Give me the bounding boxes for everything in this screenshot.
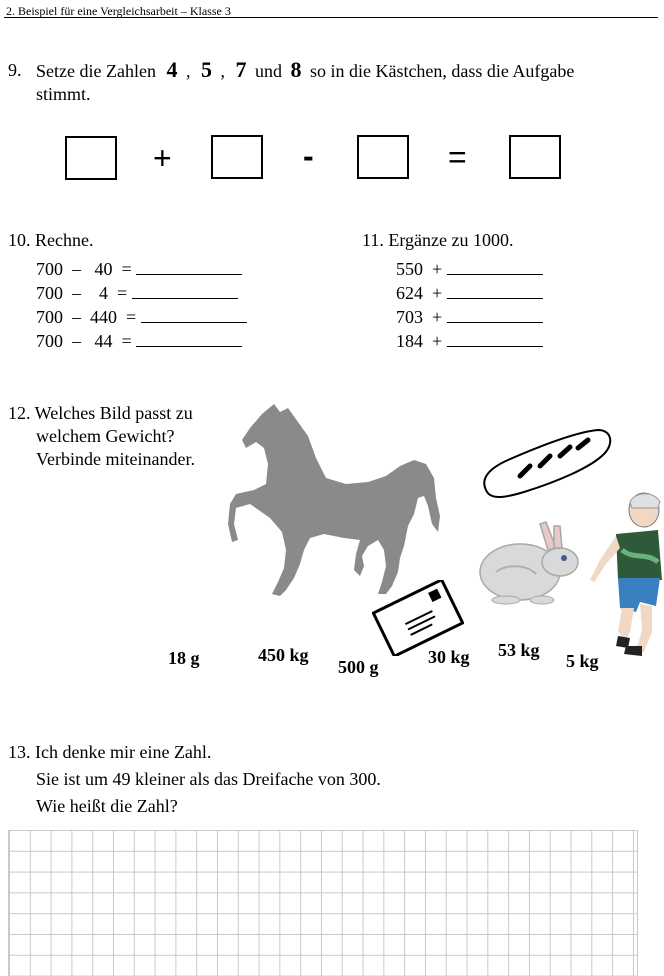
task9-number-4: 4	[166, 57, 178, 82]
task11-row-4-text: 184 +	[396, 331, 443, 351]
weight-450kg[interactable]: 450 kg	[258, 645, 309, 665]
weight-53kg[interactable]: 53 kg	[498, 640, 540, 660]
answer-grid[interactable]	[8, 830, 638, 976]
task10-row-3	[36, 306, 247, 328]
task10-row-1-text: 700 – 40 =	[36, 259, 132, 279]
task12-line3: Verbinde miteinander.	[36, 449, 195, 469]
task9-text-end: so in die Kästchen, dass die Aufgabe	[309, 61, 575, 81]
task10-title: 10. Rechne.	[8, 230, 94, 250]
task11-row-3	[396, 306, 543, 328]
task11-title: 11. Ergänze zu 1000.	[362, 230, 514, 250]
answer-box-1[interactable]	[65, 136, 117, 180]
task10-answer-line-3[interactable]	[141, 308, 247, 323]
task9-number: 9.	[8, 60, 22, 80]
task12-line1: 12. Welches Bild passt zu	[8, 403, 193, 423]
task9-word-and: und	[254, 61, 282, 81]
answer-box-2[interactable]	[211, 135, 263, 179]
task9-text	[36, 58, 574, 83]
rabbit-picture[interactable]	[476, 520, 582, 606]
task9-line2: stimmt.	[36, 84, 91, 104]
task11-answer-line-4[interactable]	[447, 332, 543, 347]
header-divider	[4, 17, 658, 18]
task9-number-7: 7	[235, 57, 247, 82]
weight-500g[interactable]: 500 g	[338, 657, 379, 677]
weight-5kg[interactable]: 5 kg	[566, 651, 599, 671]
envelope-picture[interactable]	[372, 580, 464, 656]
task9-number-8: 8	[290, 57, 302, 82]
task11-answer-line-3[interactable]	[447, 308, 543, 323]
task11-row-2	[396, 282, 543, 304]
equals-sign: =	[448, 139, 467, 175]
page-header: 2. Beispiel für eine Vergleichsarbeit – Klasse 3	[6, 4, 231, 18]
task11-answer-line-1[interactable]	[447, 260, 543, 275]
plus-sign: +	[153, 140, 172, 176]
minus-sign: -	[303, 138, 314, 174]
task10-answer-line-1[interactable]	[136, 260, 242, 275]
task9-number-5: 5	[200, 57, 212, 82]
weight-18g[interactable]: 18 g	[168, 648, 200, 668]
task10-row-2-text: 700 – 4 =	[36, 283, 128, 303]
task11-row-3-text: 703 +	[396, 307, 443, 327]
answer-box-3[interactable]	[357, 135, 409, 179]
task9-comma-2: ,	[220, 61, 225, 81]
task11-row-2-text: 624 +	[396, 283, 443, 303]
task10-row-4-text: 700 – 44 =	[36, 331, 132, 351]
task11-answer-line-2[interactable]	[447, 284, 543, 299]
horse-picture[interactable]	[228, 400, 444, 600]
task10-answer-line-4[interactable]	[136, 332, 242, 347]
task10-row-4	[36, 330, 242, 352]
task10-row-3-text: 700 – 440 =	[36, 307, 137, 327]
task13-line2: Sie ist um 49 kleiner als das Dreifache von 300.	[36, 769, 381, 789]
task12-line2: welchem Gewicht?	[36, 426, 175, 446]
weight-30kg[interactable]: 30 kg	[428, 647, 470, 667]
task11-row-1-text: 550 +	[396, 259, 443, 279]
task9-text-start: Setze die Zahlen	[36, 61, 156, 81]
task11-row-4	[396, 330, 543, 352]
task10-row-2	[36, 282, 238, 304]
task11-row-1	[396, 258, 543, 280]
boy-picture[interactable]	[582, 490, 662, 658]
task13-line1: 13. Ich denke mir eine Zahl.	[8, 742, 212, 762]
task9-comma-1: ,	[185, 61, 191, 81]
task10-row-1	[36, 258, 242, 280]
answer-box-4[interactable]	[509, 135, 561, 179]
task13-line3: Wie heißt die Zahl?	[36, 796, 178, 816]
task10-answer-line-2[interactable]	[132, 284, 238, 299]
